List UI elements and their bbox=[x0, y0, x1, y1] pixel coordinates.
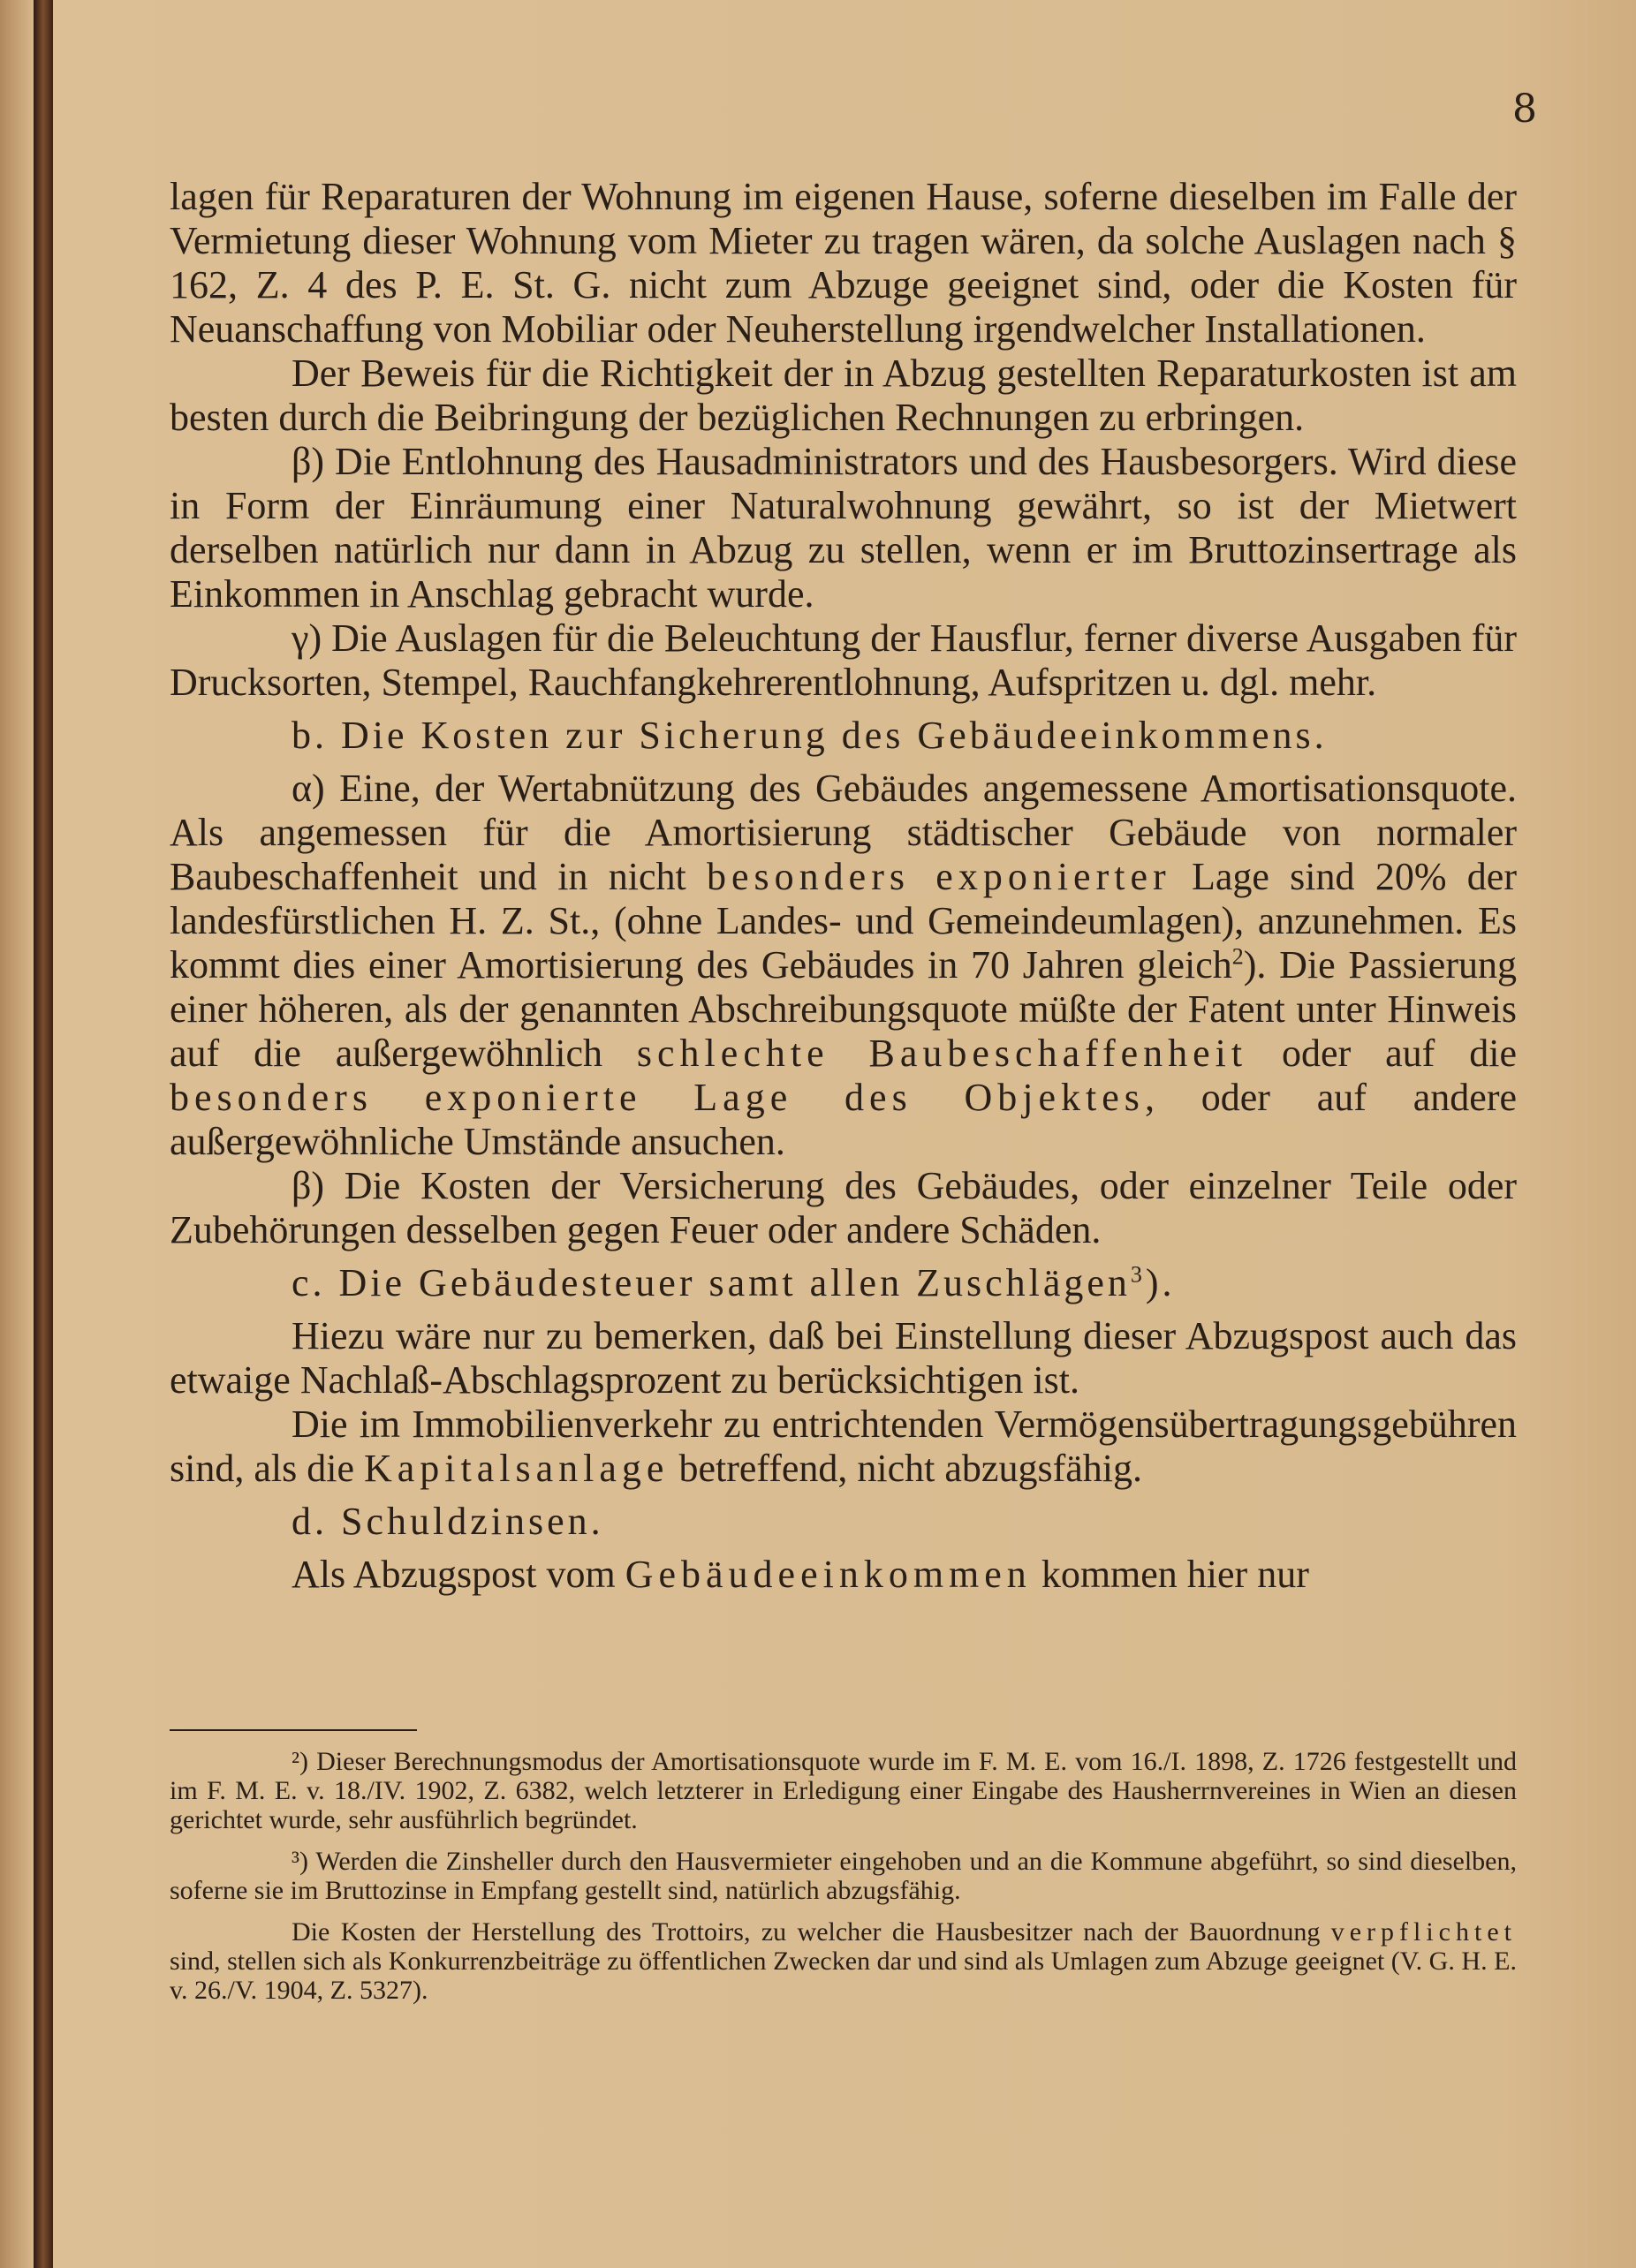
footnote-3: ³) Werden die Zinsheller durch den Hausvermieter eingehoben und an die Kommune abgeführt, so sind dieselben, soferne sie im Bruttozinse in Empfang gestellt sind, natürlich abzugsfähig. bbox=[170, 1847, 1517, 1905]
book-gutter bbox=[34, 0, 53, 2268]
paragraph-gamma: γ) Die Auslagen für die Beleuchtung der Hausflur, ferner diverse Ausgaben für Drucksorten, Stempel, Rauchfangkehrerentlohnung, Aufspritzen u. dgl. mehr. bbox=[170, 616, 1517, 704]
paragraph-1: lagen für Reparaturen der Wohnung im eigenen Hause, soferne dieselben im Falle der Vermietung dieser Wohnung vom Mieter zu tragen wären, da solche Auslagen nach § 162, Z. 4 des P. E. St. G. nicht zum Abzuge geeignet sind, oder die Kosten für Neuanschaffung von Mobiliar oder Neuherstellung irgendwelcher Installationen. bbox=[170, 175, 1517, 351]
footnote-rule bbox=[170, 1729, 417, 1731]
paragraph-beta-2: β) Die Kosten der Versicherung des Gebäudes, oder einzelner Teile oder Zubehörungen desselben gegen Feuer oder andere Schäden. bbox=[170, 1164, 1517, 1251]
heading-b: b. Die Kosten zur Sicherung des Gebäudeeinkommens. bbox=[292, 714, 1328, 757]
footnote-3-continued: Die Kosten der Herstellung des Trottoirs, zu welcher die Hausbesitzer nach der Bauordnung verpflichtet sind, stellen sich als Konkurrenzbeiträge zu öffentlichen Zwecken dar und sind als Umlagen zum Abzuge geeignet (V. G. H. E. v. 26./V. 1904, Z. 5327). bbox=[170, 1917, 1517, 2005]
paragraph-hiezu: Hiezu wäre nur zu bemerken, daß bei Einstellung dieser Abzugspost auch das etwaige Nachlaß-Abschlagsprozent zu berücksichtigen ist. bbox=[170, 1314, 1517, 1402]
paragraph-immobilien: Die im Immobilienverkehr zu entrichtenden Vermögensübertragungsgebühren sind, als die Kapitalsanlage betreffend, nicht abzugsfähig. bbox=[170, 1402, 1517, 1490]
heading-d: d. Schuldzinsen. bbox=[292, 1500, 604, 1543]
paragraph-2: Der Beweis für die Richtigkeit der in Abzug gestellten Reparaturkosten ist am besten durch die Beibringung der bezüglichen Rechnungen zu erbringen. bbox=[170, 352, 1517, 439]
paragraph-alpha: α) Eine, der Wertabnützung des Gebäudes angemessene Amortisationsquote. Als angemessen für die Amortisierung städtischer Gebäude von normaler Baubeschaffenheit und in nicht besonders exponierter Lage sind 20% der landesfürstlichen H. Z. St., (ohne Landes- und Gemeindeumlagen), anzunehmen. Es kommt dies einer Amortisierung des Gebäudes in 70 Jahren gleich$^2$). Die Passierung einer höheren, als der genannten Abschreibungsquote müßte der Fatent unter Hinweis auf die außergewöhnlich schlechte Baubeschaffenheit oder auf die besonders exponierte Lage des Objektes, oder auf andere außergewöhnliche Umstände ansuchen. bbox=[170, 767, 1518, 1163]
paragraph-beta: β) Die Entlohnung des Hausadministrators und des Hausbesorgers. Wird diese in Form der Einräumung einer Naturalwohnung gewährt, so ist der Mietwert derselben natürlich nur dann in Abzug zu stellen, wenn er im Bruttozinsertrage als Einkommen in Anschlag gebracht wurde. bbox=[170, 440, 1517, 616]
body-text bbox=[170, 175, 1517, 1597]
page-number: 8 bbox=[1512, 87, 1537, 132]
footnotes bbox=[170, 1747, 1517, 2017]
footnote-2: ²) Dieser Berechnungsmodus der Amortisationsquote wurde im F. M. E. vom 16./I. 1898, Z. 1726 festgestellt und im F. M. E. v. 18./IV. 1902, Z. 6382, welch letzterer in Erledigung einer Eingabe des Hausherrnvereines in Wien an diesen gerichtet wurde, sehr ausführlich begründet. bbox=[170, 1747, 1517, 1834]
paragraph-abzugspost: Als Abzugspost vom Gebäudeeinkommen kommen hier nur bbox=[292, 1553, 1309, 1596]
heading-c: c. Die Gebäudesteuer samt allen Zuschlägen$^3$). bbox=[292, 1261, 1176, 1304]
